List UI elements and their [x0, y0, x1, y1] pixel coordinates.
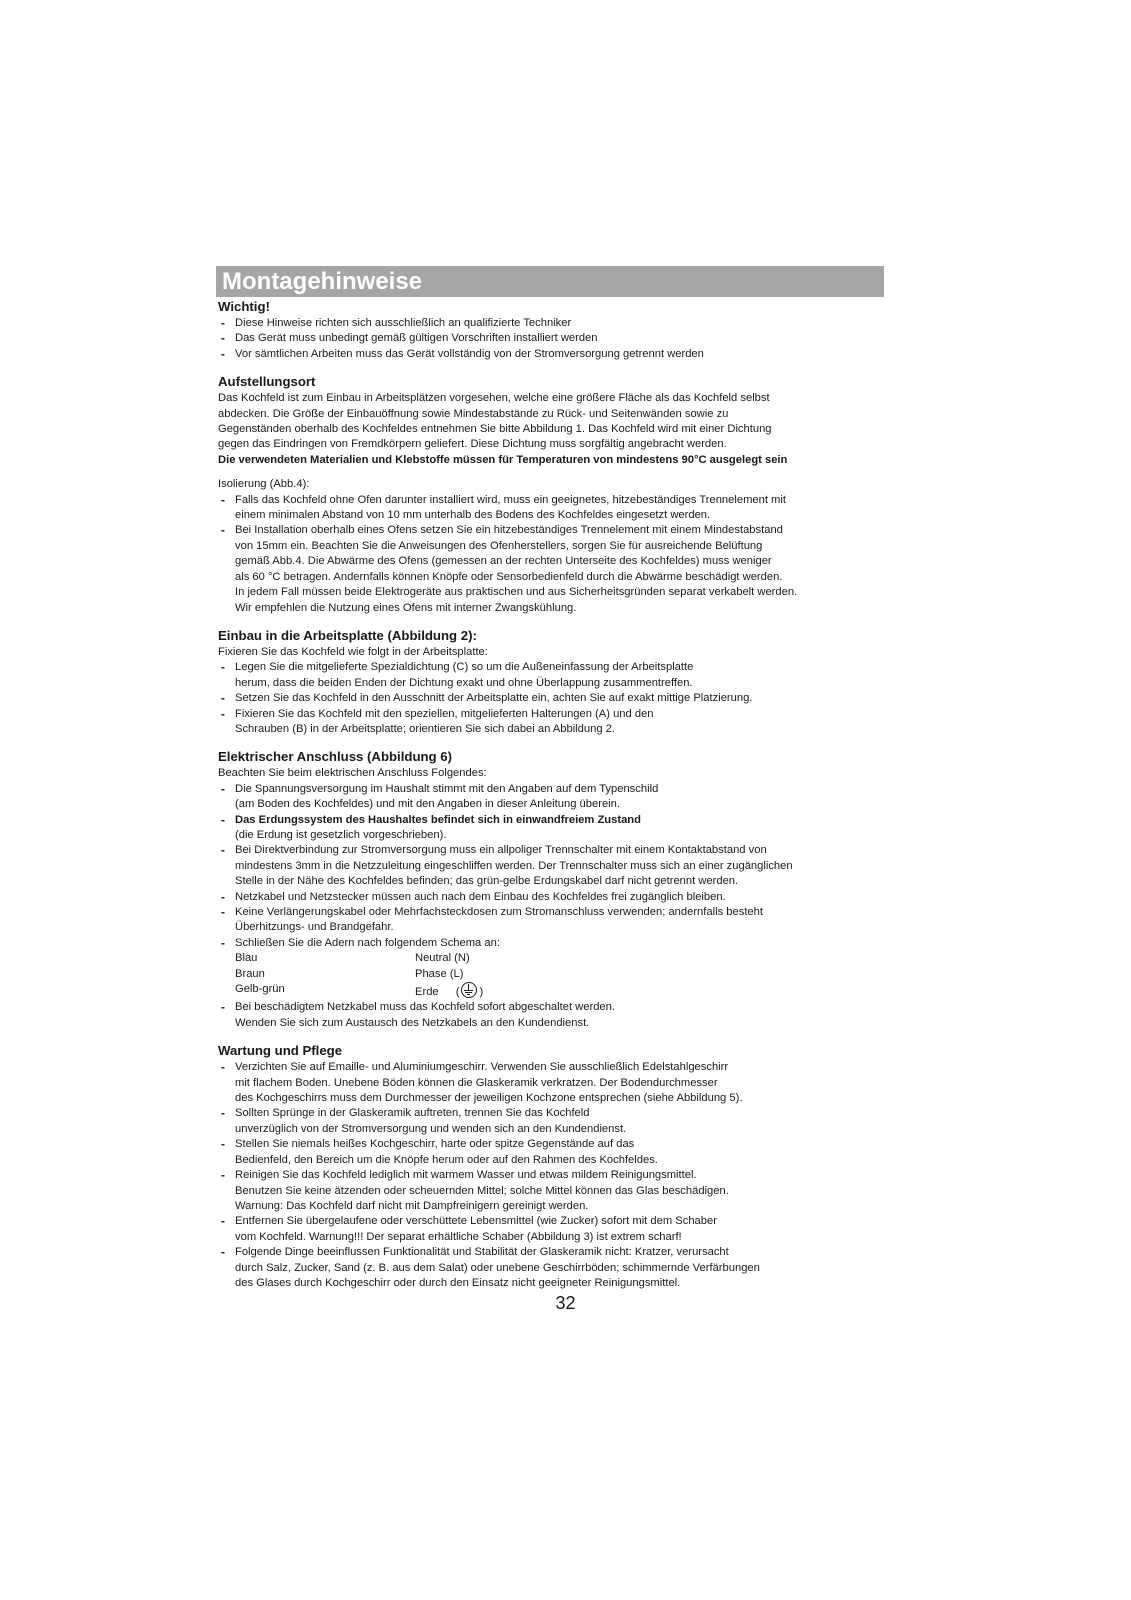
list-einbau — [218, 660, 878, 737]
list-item: - Sollten Sprünge in der Glaskeramik auftreten, trennen Sie das Kochfeld unverzüglich von der Stromversorgung und wenden sich an den Kundendienst. — [221, 1106, 627, 1135]
list-elektrisch — [218, 782, 878, 951]
dash-bullet: - — [221, 1245, 225, 1260]
einbau-intro: Fixieren Sie das Kochfeld wie folgt in der Arbeitsplatte: — [218, 645, 488, 658]
list-item: - Fixieren Sie das Kochfeld mit den speziellen, mitgelieferten Halterungen (A) und den Schrauben (B) in der Arbeitsplatte; orientieren Sie sich dabei an Abbildung 2. — [221, 706, 654, 735]
dash-bullet: - — [221, 1000, 225, 1015]
paragraph-line: Gegenständen oberhalb des Kochfeldes entnehmen Sie bitte Abbildung 1. Das Kochfeld wird mit einer Dichtung — [218, 423, 772, 436]
schema-row: Braun Phase (L) — [235, 967, 464, 980]
paragraph-line: abdecken. Die Größe der Einbauöffnung sowie Mindestabstände zu Rück- und Seitenwänden sowie zu — [218, 407, 729, 420]
ground-symbol-icon — [461, 982, 477, 998]
dash-bullet: - — [221, 691, 225, 706]
dash-bullet: - — [221, 1106, 225, 1121]
dash-bullet: - — [221, 523, 225, 538]
dash-bullet: - — [221, 1060, 225, 1075]
content — [218, 298, 878, 1291]
paragraph-line: Das Kochfeld ist zum Einbau in Arbeitsplätzen vorgesehen, welche eine größere Fläche als das Kochfeld selbst — [218, 392, 770, 405]
wiring-schema — [218, 951, 878, 1000]
list-item: - Schließen Sie die Adern nach folgendem Schema an: — [221, 935, 500, 950]
list-item: - Das Erdungssystem des Haushaltes befindet sich in einwandfreiem Zustand (die Erdung ist gesetzlich vorgeschrieben). — [221, 812, 641, 841]
bold-notice: Die verwendeten Materialien und Klebstoffe müssen für Temperaturen von mindestens 90°C ausgelegt sein — [218, 453, 788, 466]
dash-bullet: - — [221, 331, 225, 346]
list-item: - Verzichten Sie auf Emaille- und Aluminiumgeschirr. Verwenden Sie ausschließlich Edelstahlgeschirr mit flachem Boden. Unebene Böden können die Glaskeramik verkratzen. Der Bodendurchmesser des Kochgeschirrs muss dem Durchmesser der jeweiligen Kochzone entsprechen (siehe Abbildung 5). — [221, 1060, 743, 1105]
isolierung-label: Isolierung (Abb.4): — [218, 478, 310, 491]
list-item: - Legen Sie die mitgelieferte Spezialdichtung (C) so um die Außeneinfassung der Arbeitsplatte herum, dass die beiden Enden der Dichtung exakt und ohne Überlappung zusammentreffen. — [221, 660, 694, 689]
dash-bullet: - — [221, 843, 225, 858]
list-item: - Netzkabel und Netzstecker müssen auch nach dem Einbau des Kochfeldes frei zugänglich bleiben. — [221, 889, 726, 904]
elektrisch-intro: Beachten Sie beim elektrischen Anschluss Folgendes: — [218, 767, 487, 780]
dash-bullet: - — [221, 935, 225, 950]
heading-wartung: Wartung und Pflege — [218, 1043, 343, 1059]
list-item: - Entfernen Sie übergelaufene oder verschüttete Lebensmittel (wie Zucker) sofort mit dem Schaber vom Kochfeld. Warnung!!! Der separat erhältliche Schaber (Abbildung 3) ist extrem scharf! — [221, 1214, 717, 1243]
list-isolierung — [218, 493, 878, 616]
list-elektrisch-end — [218, 1000, 878, 1031]
list-item: - Bei Direktverbindung zur Stromversorgung muss ein allpoliger Trennschalter mit einem Kontaktabstand von mindestens 3mm in die Netzzuleitung eingeschliffen werden. Der Trennschalter muss sich an einer zugänglichen Stelle in der Nähe des Kochfeldes befinden; das grün-gelbe Erdungskabel darf nicht getrennt werden. — [221, 843, 793, 888]
dash-bullet: - — [221, 905, 225, 919]
list-item: - Vor sämtlichen Arbeiten muss das Gerät vollständig von der Stromversorgung getrennt werden — [221, 346, 704, 361]
dash-bullet: - — [221, 781, 225, 796]
paragraph-line: gegen das Eindringen von Fremdkörpern geliefert. Diese Dichtung muss sorgfältig angebracht werden. — [218, 438, 727, 451]
list-item: - Keine Verlängerungskabel oder Mehrfachsteckdosen zum Stromanschluss verwenden; andernfalls besteht Überhitzungs- und Brandgefahr. — [221, 905, 763, 934]
heading-wichtig: Wichtig! — [218, 299, 270, 314]
dash-bullet: - — [221, 812, 225, 827]
dash-bullet: - — [221, 346, 225, 361]
list-item: - Diese Hinweise richten sich ausschließlich an qualifizierte Techniker — [221, 316, 572, 330]
heading-einbau: Einbau in die Arbeitsplatte (Abbildung 2): — [218, 627, 477, 643]
list-item: - Falls das Kochfeld ohne Ofen darunter installiert wird, muss ein geeignetes, hitzebeständiges Trennelement mit einem minimalen Abstand von 10 mm unterhalb des Bodens des Kochfeldes eingesetzt werden. — [221, 492, 786, 522]
title-banner — [216, 266, 884, 297]
dash-bullet: - — [221, 316, 225, 330]
dash-bullet: - — [221, 889, 225, 904]
dash-bullet: - — [221, 1168, 225, 1183]
page-number: 32 — [555, 1293, 576, 1313]
list-item: - Bei beschädigtem Netzkabel muss das Kochfeld sofort abgeschaltet werden. Wenden Sie sich zum Austausch des Netzkabels an den Kundendienst. — [221, 1000, 615, 1029]
heading-aufstellungsort: Aufstellungsort — [218, 374, 316, 390]
list-item: - Stellen Sie niemals heißes Kochgeschirr, harte oder spitze Gegenstände auf das Bedienfeld, den Bereich um die Knöpfe herum oder auf den Rahmen des Kochfeldes. — [221, 1137, 658, 1166]
list-wichtig — [218, 316, 878, 362]
list-item: - Bei Installation oberhalb eines Ofens setzen Sie ein hitzebeständiges Trennelement mit einem Mindestabstand von 15mm ein. Beachten Sie die Anweisungen des Ofenherstellers, sorgen Sie für ausreichende Belüftung gemäß Abb.4. Die Abwärme des Ofens (gemessen an der rechten Unterseite des Kochfeldes) muss weniger als 60 °C betragen. Andernfalls können Knöpfe oder Sensorbedienfeld durch die Abwärme beschädigt werden. In jedem Fall müssen beide Elektrogeräte aus praktischen und aus Sicherheitsgründen separat verkabelt werden. Wir empfehlen die Nutzung eines Ofens mit interner Zwangskühlung. — [221, 523, 798, 614]
dash-bullet: - — [221, 492, 225, 507]
dash-bullet: - — [221, 1137, 225, 1152]
schema-row: Blau Neutral (N) — [235, 952, 470, 965]
schema-row: Gelb-grün Erde ( ) — [235, 983, 484, 999]
page-title: Montagehinweise — [222, 268, 423, 295]
list-wartung — [218, 1060, 878, 1291]
dash-bullet: - — [221, 660, 225, 675]
list-item: - Das Gerät muss unbedingt gemäß gültigen Vorschriften installiert werden — [221, 331, 598, 346]
list-item: - Setzen Sie das Kochfeld in den Ausschnitt der Arbeitsplatte ein, achten Sie auf exakt mittige Platzierung. — [221, 691, 753, 706]
list-item: - Reinigen Sie das Kochfeld lediglich mit warmem Wasser und etwas mildem Reinigungsmittel. Benutzen Sie keine ätzenden oder scheuernden Mittel; solche Mittel können das Glas beschädigen. Warnung: Das Kochfeld darf nicht mit Dampfreinigern gereinigt werden. — [221, 1168, 729, 1212]
heading-elektrisch: Elektrischer Anschluss (Abbildung 6) — [218, 749, 453, 765]
list-item: - Die Spannungsversorgung im Haushalt stimmt mit den Angaben auf dem Typenschild (am Boden des Kochfeldes) und mit den Angaben in dieser Anleitung überein. — [221, 781, 659, 811]
dash-bullet: - — [221, 706, 225, 721]
list-item: - Folgende Dinge beeinflussen Funktionalität und Stabilität der Glaskeramik nicht: Kratzer, verursacht durch Salz, Zucker, Sand (z. B. aus dem Salat) oder unebene Geschirrböden; schimmernde Verfärbungen des Glases durch Kochgeschirr oder durch den Einsatz nicht geeigneter Reinigungsmittel. — [221, 1245, 760, 1289]
dash-bullet: - — [221, 1214, 225, 1229]
